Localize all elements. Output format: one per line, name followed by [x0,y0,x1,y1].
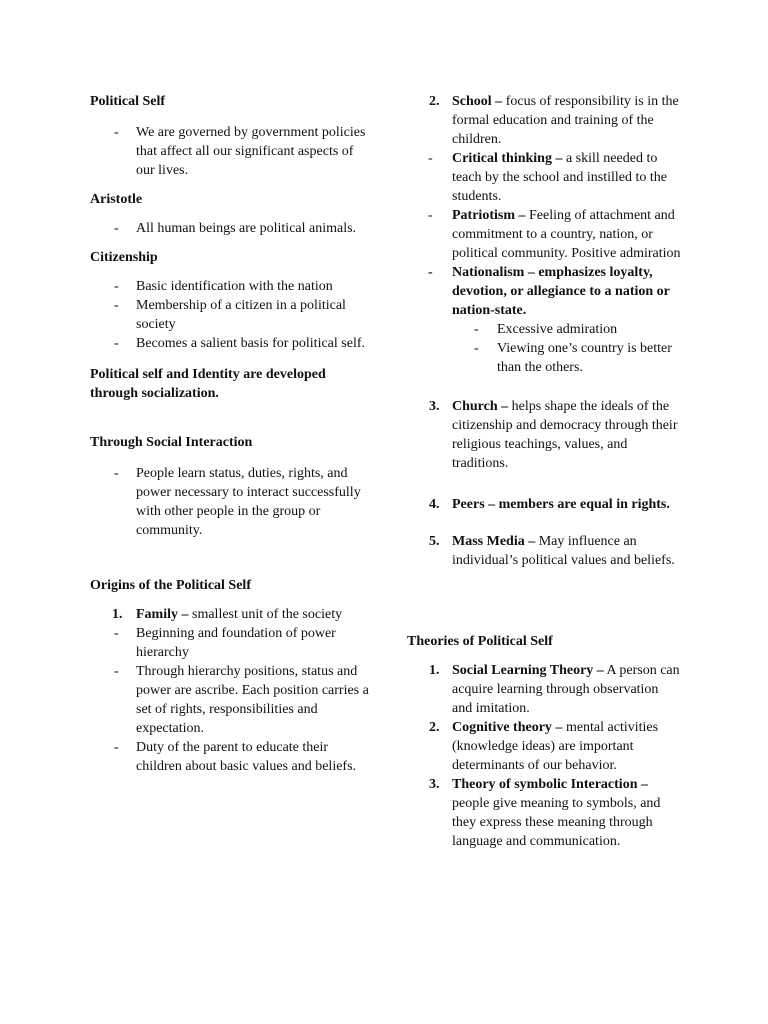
heading-political-self: Political Self [90,94,166,109]
term-symbolic-interaction: Theory of symbolic Interaction – [452,777,648,792]
term-mass-media: Mass Media – [452,534,536,549]
right-column [407,92,682,851]
term-social-learning: Social Learning Theory – [452,663,604,678]
sub-bullet-excessive-admiration: - Excessive admiration [407,320,682,339]
list-item-church [407,397,682,473]
desc-patriotism: Feeling of attachment and commitment to a country, nation, or political community. Positive admiration [452,208,681,261]
list-number: 2. [429,94,440,109]
heading-citizenship: Citizenship [90,250,158,265]
heading-social-interaction: Through Social Interaction [90,435,253,450]
bullet-political-animals: - All human beings are political animals. [90,219,375,238]
list-number: 5. [429,534,440,549]
list-item-mass-media [407,532,682,570]
text-peers: Peers – members are equal in rights. [452,497,670,512]
list-item-social-learning [407,661,682,718]
list-number: 1. [429,663,440,678]
term-patriotism: Patriotism – [452,208,526,223]
bullet-origins-3: - Duty of the parent to educate their children about basic values and beliefs. [90,738,375,776]
desc-family: smallest unit of the society [188,607,343,622]
list-number: 4. [429,497,440,512]
bullet-governed: - We are governed by government policies that affect all our significant aspects of our lives. [90,123,375,180]
desc-school: focus of responsibility is in the formal education and training of the children. [452,94,679,147]
bullet-citizenship-3: - Becomes a salient basis for political self. [90,334,375,353]
desc-church: helps shape the ideals of the citizenship and democracy through their religious teachings, values, and traditions. [452,399,678,471]
term-family: Family – [136,607,189,622]
list-number: 1. [112,607,123,622]
term-cognitive: Cognitive theory – [452,720,563,735]
desc-symbolic-interaction: people give meaning to symbols, and they express these meaning through language and communication. [452,796,661,849]
list-number: 2. [429,720,440,735]
desc-mass-media: May influence an individual’s political values and beliefs. [452,534,675,568]
statement-developed-through-socialization: Political self and Identity are developed through socialization. [90,367,326,401]
heading-theories: Theories of Political Self [407,634,553,649]
desc-social-learning: A person can acquire learning through observation and imitation. [452,663,680,716]
bullet-origins-2: - Through hierarchy positions, status and power are ascribe. Each position carries a set of rights, responsibilities and expectation. [90,662,375,738]
bullet-social-interaction: - People learn status, duties, rights, and power necessary to interact successfully with other people in the group or community. [90,464,375,540]
term-critical-thinking: Critical thinking – [452,151,563,166]
bullet-patriotism [407,206,682,263]
list-number: 3. [429,399,440,414]
list-item-symbolic-interaction [407,775,682,851]
bullet-critical-thinking [407,149,682,206]
term-church: Church – [452,399,509,414]
bullet-nationalism: - Nationalism – emphasizes loyalty, devotion, or allegiance to a nation or nation-state. [407,263,682,320]
list-number: 3. [429,777,440,792]
bullet-citizenship-1: - Basic identification with the nation [90,277,375,296]
left-column [90,92,375,776]
heading-origins: Origins of the Political Self [90,578,251,593]
bullet-origins-1: - Beginning and foundation of power hierarchy [90,624,375,662]
bullet-citizenship-2: - Membership of a citizen in a political society [90,296,375,334]
list-item-peers [407,495,682,514]
heading-aristotle: Aristotle [90,192,143,207]
desc-cognitive: mental activities (knowledge ideas) are important determinants of our behavior. [452,720,659,773]
list-item-family [90,605,375,624]
list-item-cognitive [407,718,682,775]
desc-critical-thinking: a skill needed to teach by the school and instilled to the students. [452,151,668,204]
list-item-school [407,92,682,149]
term-school: School – [452,94,503,109]
sub-bullet-viewing-country: - Viewing one’s country is better than the others. [407,339,682,377]
